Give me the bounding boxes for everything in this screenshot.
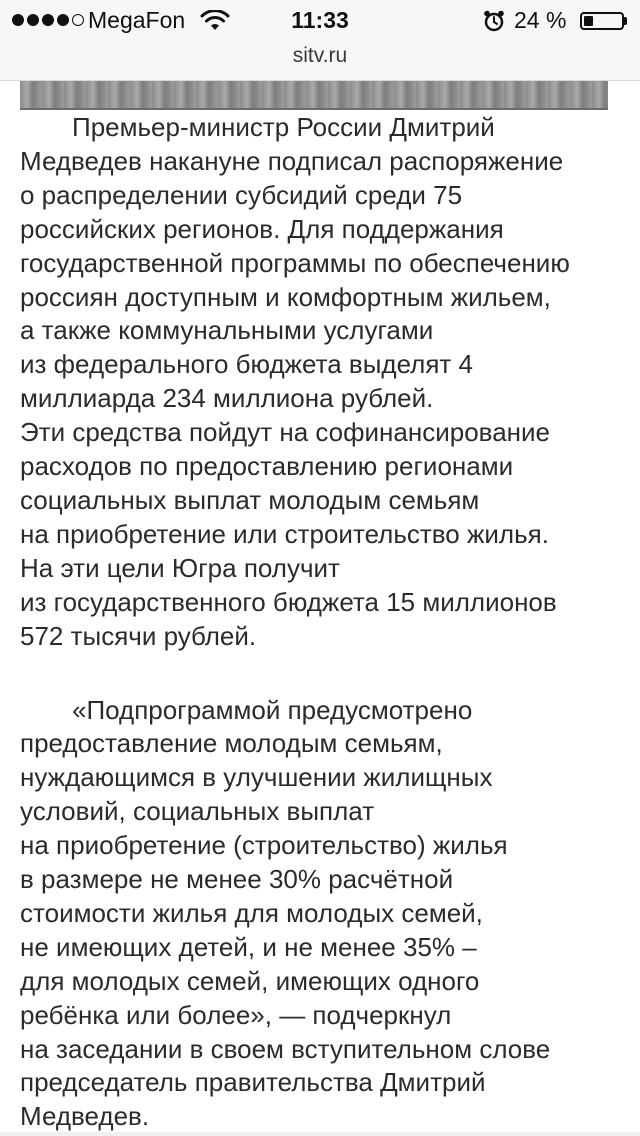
text-line: ребёнка или более», — подчеркнул — [20, 999, 452, 1030]
text-line: россиян доступным и комфортным жильем, — [20, 281, 551, 312]
text-line: На эти цели Югра получит — [20, 552, 340, 583]
article-photo — [20, 80, 608, 110]
status-bar — [0, 0, 640, 40]
text-line: на приобретение или строительство жилья. — [20, 518, 549, 549]
text-line: на приобретение (строительство) жилья — [20, 830, 508, 861]
text-line: для молодых семей, имеющих одного — [20, 965, 480, 996]
text-line: Премьер-министр России Дмитрий — [72, 112, 495, 142]
article-body — [20, 111, 624, 1134]
text-line: 572 тысячи рублей. — [20, 620, 257, 651]
carrier-name: MegaFon — [88, 7, 186, 33]
text-line: условий, социальных выплат — [20, 796, 375, 827]
text-line: нуждающимся в улучшении жилищных — [20, 762, 493, 793]
text-line: стоимости жилья для молодых семей, — [20, 897, 483, 928]
text-line: Эти средства пойдут на софинансирование — [20, 417, 550, 448]
text-line: в размере не менее 30% расчётной — [20, 864, 454, 895]
text-line: о распределении субсидий среди 75 — [20, 179, 463, 210]
battery-cap — [624, 17, 627, 25]
bottom-edge — [0, 1132, 640, 1136]
text-line: из государственного бюджета 15 миллионов — [20, 586, 557, 617]
text-line: социальных выплат молодым семьям — [20, 484, 480, 515]
text-line: российских регионов. Для поддержания — [20, 213, 504, 244]
text-line: предоставление молодым семьям, — [20, 728, 443, 759]
text-line: Медведев. — [20, 1101, 150, 1132]
address-bar-url[interactable]: sitv.ru — [292, 44, 348, 67]
text-line: миллиарда 234 миллиона рублей. — [20, 383, 434, 414]
text-line: на заседании в своем вступительном слове — [20, 1033, 551, 1064]
article-paragraph-2 — [20, 694, 624, 1135]
battery-level-fill — [584, 16, 593, 26]
paragraph-spacer — [20, 654, 624, 694]
text-line: а также коммунальными услугами — [20, 315, 434, 346]
text-line: государственной программы по обеспечению — [20, 247, 570, 278]
browser-top-bar — [0, 0, 640, 81]
text-line: председатель правительства Дмитрий — [20, 1067, 486, 1098]
text-line: не имеющих детей, и не менее 35% – — [20, 931, 477, 962]
text-line: из федерального бюджета выделят 4 — [20, 349, 474, 380]
text-line: «Подпрограммой предусмотрено — [72, 694, 473, 725]
battery-percentage: 24 % — [514, 7, 567, 33]
battery-icon — [580, 12, 624, 30]
text-line: расходов по предоставлению регионами — [20, 451, 514, 482]
alarm-clock-icon — [482, 9, 506, 38]
clock-time: 11:33 — [291, 7, 349, 33]
article-paragraph-1 — [20, 111, 624, 654]
text-line: Медведев накануне подписал распоряжение — [20, 145, 564, 176]
